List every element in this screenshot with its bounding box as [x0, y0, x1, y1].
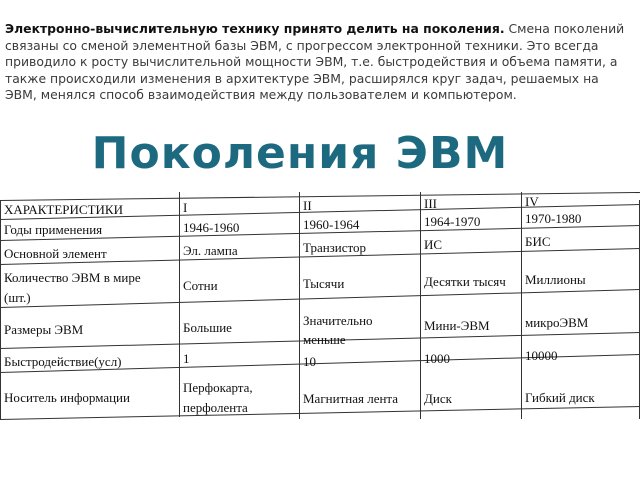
- size-gen-2-line-1: Значительно: [303, 313, 373, 328]
- storage-gen-1-line-2: перфолента: [183, 400, 248, 415]
- element-gen-4: БИС: [525, 234, 551, 249]
- years-gen-3: 1964-1970: [424, 214, 481, 229]
- speed-gen-4: 10000: [525, 348, 558, 363]
- quantity-gen-1: Сотни: [183, 278, 218, 293]
- generation-4-header: IV: [525, 194, 539, 209]
- quantity-gen-2: Тысячи: [303, 276, 345, 291]
- element-gen-1: Эл. лампа: [183, 243, 238, 258]
- generation-3-header: III: [424, 196, 437, 211]
- quantity-gen-4: Миллионы: [525, 272, 586, 287]
- row-label-years: Годы применения: [4, 222, 103, 237]
- row-label-size: Размеры ЭВМ: [4, 322, 84, 337]
- generations-table: [0, 192, 640, 420]
- intro-text: Смена поколений связаны со сменой элементной базы ЭВМ, с прогрессом электронной техники. Это всегда приводило к росту вычислительной мощности ЭВМ, т.е. быстродействия и объема памяти, а также происходили изменения в архитектуре ЭВМ, расширялся круг задач, решаемых на ЭВМ, менялся способ взаимодействия между пользователем и компьютером.: [5, 21, 625, 103]
- storage-gen-3: Диск: [424, 391, 452, 406]
- row-label-speed: Быстродействие(усл): [4, 354, 122, 369]
- row-label-quantity-unit: (шт.): [4, 290, 31, 305]
- intro-paragraph: [5, 21, 633, 104]
- size-gen-4: микроЭВМ: [525, 315, 589, 330]
- row-label-quantity: Количество ЭВМ в мире: [4, 270, 141, 285]
- size-gen-1: Большие: [183, 320, 232, 335]
- size-gen-2-line-2: меньше: [303, 332, 346, 347]
- row-label-main-element: Основной элемент: [4, 246, 107, 261]
- page-title: Поколения ЭВМ: [91, 128, 509, 179]
- size-gen-3: Мини-ЭВМ: [424, 318, 490, 333]
- speed-gen-1: 1: [183, 351, 190, 366]
- row-label-storage: Носитель информации: [4, 390, 130, 405]
- speed-gen-2: 10: [303, 354, 316, 369]
- storage-gen-4: Гибкий диск: [525, 390, 595, 405]
- years-gen-4: 1970-1980: [525, 211, 582, 226]
- element-gen-2: Транзистор: [303, 240, 367, 255]
- header-characteristics: ХАРАКТЕРИСТИКИ: [4, 202, 123, 217]
- storage-gen-2: Магнитная лента: [303, 391, 399, 406]
- generation-2-header: II: [303, 198, 312, 213]
- storage-gen-1-line-1: Перфокарта,: [183, 380, 253, 395]
- years-gen-1: 1946-1960: [183, 220, 240, 235]
- quantity-gen-3: Десятки тысяч: [424, 274, 506, 289]
- element-gen-3: ИС: [424, 237, 443, 252]
- years-gen-2: 1960-1964: [303, 217, 360, 232]
- generation-1-header: I: [183, 200, 188, 215]
- intro-bold: Электронно-вычислительную технику принято делить на поколения.: [5, 21, 505, 36]
- speed-gen-3: 1000: [424, 351, 450, 366]
